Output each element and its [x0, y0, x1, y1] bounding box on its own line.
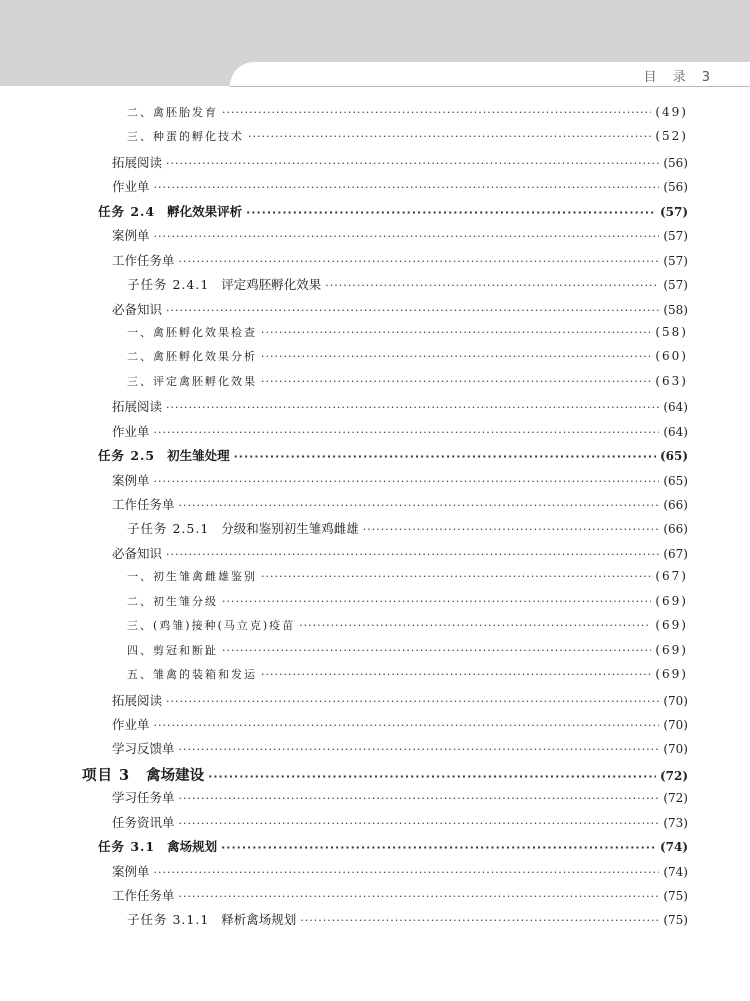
toc-entry-title: 释析禽场规划 [221, 912, 297, 928]
toc-entry-page: (56) [663, 180, 688, 195]
toc-leader-dots [261, 668, 651, 681]
toc-entry[interactable] [0, 593, 750, 617]
toc-entry[interactable] [0, 642, 750, 666]
toc-entry[interactable] [0, 519, 750, 543]
toc-entry[interactable] [0, 715, 750, 739]
toc-entry-page: (52) [655, 129, 688, 144]
toc-leader-dots [166, 304, 659, 317]
toc-entry-page: (72) [663, 791, 688, 806]
toc-entry-label [127, 373, 257, 389]
toc-entry-label [127, 519, 359, 537]
toc-entry[interactable] [0, 544, 750, 568]
toc-entry-page: (70) [663, 693, 688, 708]
toc-leader-dots [234, 450, 656, 463]
toc-leader-dots [154, 230, 660, 243]
toc-entry-label [112, 691, 162, 709]
toc-entry-page: (60) [655, 349, 688, 364]
toc-leader-dots [261, 326, 651, 339]
toc-leader-dots [154, 426, 660, 439]
toc-entry[interactable] [0, 226, 750, 250]
toc-entry-label [127, 910, 296, 928]
toc-entry-label [112, 177, 150, 195]
header-page-number: 3 [701, 70, 710, 85]
toc-entry-page: (49) [655, 105, 688, 119]
toc-leader-dots [261, 375, 651, 388]
toc-entry-title: 评定鸡胚孵化效果 [221, 277, 322, 293]
toc-leader-dots [179, 890, 660, 903]
toc-entry-title: 四、剪冠和断趾 [127, 643, 218, 657]
toc-entry-label [112, 226, 150, 244]
toc-entry[interactable] [0, 177, 750, 201]
toc-leader-dots [154, 181, 660, 194]
toc-entry-page: (69) [655, 642, 688, 657]
toc-entry[interactable] [0, 128, 750, 152]
toc-entry-number: 任务 2.4 [98, 203, 156, 219]
toc-entry[interactable] [0, 813, 750, 837]
toc-entry-number: 子任务 3.1.1 [127, 912, 210, 928]
toc-leader-dots [222, 644, 651, 657]
toc-entry-page: (72) [659, 768, 688, 783]
toc-entry-page: (66) [663, 522, 688, 537]
toc-entry-page: (58) [655, 324, 688, 339]
toc-entry[interactable] [0, 300, 750, 324]
toc-entry-title: 分级和鉴别初生雏鸡雌雄 [221, 521, 359, 537]
toc-leader-dots [154, 866, 660, 879]
toc-entry[interactable] [0, 910, 750, 934]
toc-leader-dots [166, 695, 659, 708]
toc-entry-label [112, 788, 175, 806]
table-of-contents [0, 104, 750, 935]
toc-entry[interactable] [0, 886, 750, 910]
toc-entry[interactable] [0, 446, 750, 470]
toc-entry-title: 案例单 [112, 228, 150, 244]
toc-entry-label [127, 324, 257, 340]
toc-entry-number: 子任务 2.4.1 [127, 277, 210, 293]
toc-entry-label [112, 397, 162, 415]
toc-entry-title: 一、初生雏禽雌雄鉴别 [127, 570, 257, 584]
toc-entry-page: (70) [663, 742, 688, 757]
toc-leader-dots [208, 770, 656, 783]
toc-entry-title: 学习反馈单 [112, 741, 175, 757]
toc-entry-title: 拓展阅读 [112, 154, 163, 170]
toc-entry-label [127, 104, 218, 120]
toc-entry-label [112, 471, 150, 489]
toc-leader-dots [179, 255, 660, 268]
toc-entry-title: 任务资讯单 [112, 814, 175, 830]
toc-leader-dots [261, 570, 651, 583]
toc-entry-page: (69) [655, 667, 688, 682]
toc-entry-title: 学习任务单 [112, 790, 175, 806]
toc-entry[interactable] [0, 251, 750, 275]
toc-entry[interactable] [0, 788, 750, 812]
toc-leader-dots [179, 499, 660, 512]
toc-entry-number: 任务 2.5 [98, 448, 156, 464]
toc-entry-label [112, 251, 175, 269]
toc-entry-title: 三、评定禽胚孵化效果 [127, 374, 257, 388]
toc-leader-dots [166, 401, 659, 414]
toc-entry[interactable] [0, 104, 750, 128]
toc-entry-title: 工作任务单 [112, 497, 175, 512]
toc-entry-title: 一、禽胚孵化效果检查 [127, 325, 257, 339]
toc-leader-dots [166, 548, 659, 561]
toc-leader-dots [179, 743, 660, 756]
toc-entry[interactable] [0, 617, 750, 641]
toc-entry-page: (70) [663, 717, 688, 732]
toc-entry[interactable] [0, 275, 750, 299]
toc-entry-label [127, 593, 218, 609]
toc-entry[interactable] [0, 373, 750, 397]
toc-entry-page: (64) [663, 424, 688, 439]
toc-entry-page: (56) [663, 155, 688, 170]
toc-leader-dots [179, 817, 660, 830]
toc-entry[interactable] [0, 348, 750, 372]
toc-entry[interactable] [0, 422, 750, 446]
toc-entry-page: (75) [663, 889, 688, 903]
toc-entry-label [112, 862, 150, 880]
toc-leader-dots [248, 130, 651, 143]
toc-entry-page: (65) [659, 449, 688, 464]
toc-entry[interactable] [0, 691, 750, 715]
toc-entry-page: (57) [663, 229, 688, 244]
toc-entry-label [112, 886, 175, 904]
toc-entry-page: (64) [663, 400, 688, 415]
toc-entry-title: 必备知识 [112, 301, 163, 317]
toc-entry-title: 孵化效果评析 [167, 203, 243, 219]
toc-entry-label [127, 348, 257, 364]
toc-entry-label [127, 617, 295, 633]
toc-entry-title: 必备知识 [112, 545, 163, 561]
toc-entry-label [112, 715, 150, 733]
toc-entry-title: 案例单 [112, 472, 150, 488]
toc-leader-dots [261, 350, 651, 363]
toc-entry-title: 作业单 [112, 179, 150, 195]
toc-entry-page: (66) [663, 498, 688, 512]
toc-entry-label [112, 544, 162, 562]
toc-entry-title: 禽场规划 [167, 839, 218, 855]
header-section: 目 录 [643, 70, 692, 85]
toc-entry-title: 二、初生雏分级 [127, 594, 218, 608]
toc-entry-number: 子任务 2.5.1 [127, 521, 210, 537]
toc-entry-label [98, 837, 217, 855]
toc-entry-page: (67) [663, 546, 688, 561]
toc-leader-dots [299, 619, 651, 632]
toc-entry-label [112, 495, 175, 513]
toc-entry-label [98, 202, 242, 220]
toc-entry-page: (65) [663, 473, 688, 488]
toc-leader-dots [246, 206, 656, 219]
toc-entry-label [112, 739, 175, 757]
toc-leader-dots [325, 279, 659, 292]
toc-entry-title: 拓展阅读 [112, 692, 163, 708]
toc-leader-dots [154, 719, 660, 732]
toc-entry-label [127, 642, 218, 658]
toc-leader-dots [222, 106, 651, 119]
toc-entry-page: (57) [659, 204, 688, 219]
toc-entry[interactable] [0, 739, 750, 763]
toc-entry[interactable] [0, 837, 750, 861]
toc-entry-label [112, 813, 175, 831]
toc-entry-page: (69) [655, 593, 688, 608]
toc-entry-title: 初生雏处理 [167, 448, 230, 464]
toc-entry[interactable] [0, 862, 750, 886]
toc-entry-page: (74) [663, 864, 688, 879]
toc-entry[interactable] [0, 666, 750, 690]
toc-entry-label [127, 568, 257, 584]
toc-entry-title: 三、种蛋的孵化技术 [127, 130, 244, 144]
toc-entry-title: 二、禽胚孵化效果分析 [127, 350, 257, 364]
toc-entry-label [112, 422, 150, 440]
toc-entry[interactable] [0, 568, 750, 592]
toc-entry-page: (75) [663, 913, 688, 928]
toc-entry[interactable] [0, 324, 750, 348]
toc-leader-dots [179, 792, 660, 805]
toc-entry[interactable] [0, 202, 750, 226]
toc-leader-dots [222, 595, 651, 608]
toc-entry-page: (58) [663, 302, 688, 317]
toc-entry-title: 工作任务单 [112, 888, 175, 903]
toc-entry-page: (73) [663, 815, 688, 830]
toc-entry-label [112, 153, 162, 171]
running-header [644, 66, 710, 85]
toc-entry-title: 三、(鸡雏)接种(马立克)疫苗 [127, 619, 296, 633]
toc-entry-page: (74) [659, 840, 688, 855]
toc-entry-label [127, 666, 257, 682]
toc-entry-page: (57) [663, 278, 688, 293]
toc-entry[interactable] [0, 471, 750, 495]
toc-entry-page: (57) [663, 253, 688, 268]
toc-entry-title: 二、禽胚胎发育 [127, 106, 218, 119]
toc-entry-label [82, 764, 204, 785]
toc-entry-label [127, 275, 321, 293]
toc-leader-dots [154, 475, 660, 488]
toc-entry-page: (69) [655, 618, 688, 633]
toc-entry-page: (67) [655, 569, 688, 584]
toc-entry[interactable] [0, 495, 750, 519]
toc-entry-title: 作业单 [112, 423, 150, 439]
toc-entry-page: (63) [655, 373, 688, 388]
toc-entry-number: 项目 3 [82, 766, 131, 784]
toc-entry-number: 任务 3.1 [98, 839, 156, 855]
toc-entry[interactable] [0, 397, 750, 421]
toc-entry[interactable] [0, 764, 750, 788]
toc-entry-label [112, 300, 162, 318]
toc-entry-title: 案例单 [112, 863, 150, 879]
header-rule [230, 86, 750, 87]
toc-entry-title: 拓展阅读 [112, 399, 163, 415]
toc-entry-title: 作业单 [112, 716, 150, 732]
toc-entry[interactable] [0, 153, 750, 177]
toc-entry-label [127, 128, 244, 144]
toc-entry-label [98, 446, 230, 464]
toc-leader-dots [221, 841, 656, 854]
toc-entry-title: 五、雏禽的装箱和发运 [127, 668, 257, 682]
toc-leader-dots [166, 157, 659, 170]
toc-leader-dots [300, 914, 659, 927]
toc-leader-dots [363, 523, 660, 536]
toc-entry-title: 工作任务单 [112, 252, 175, 268]
toc-entry-title: 禽场建设 [146, 767, 205, 784]
